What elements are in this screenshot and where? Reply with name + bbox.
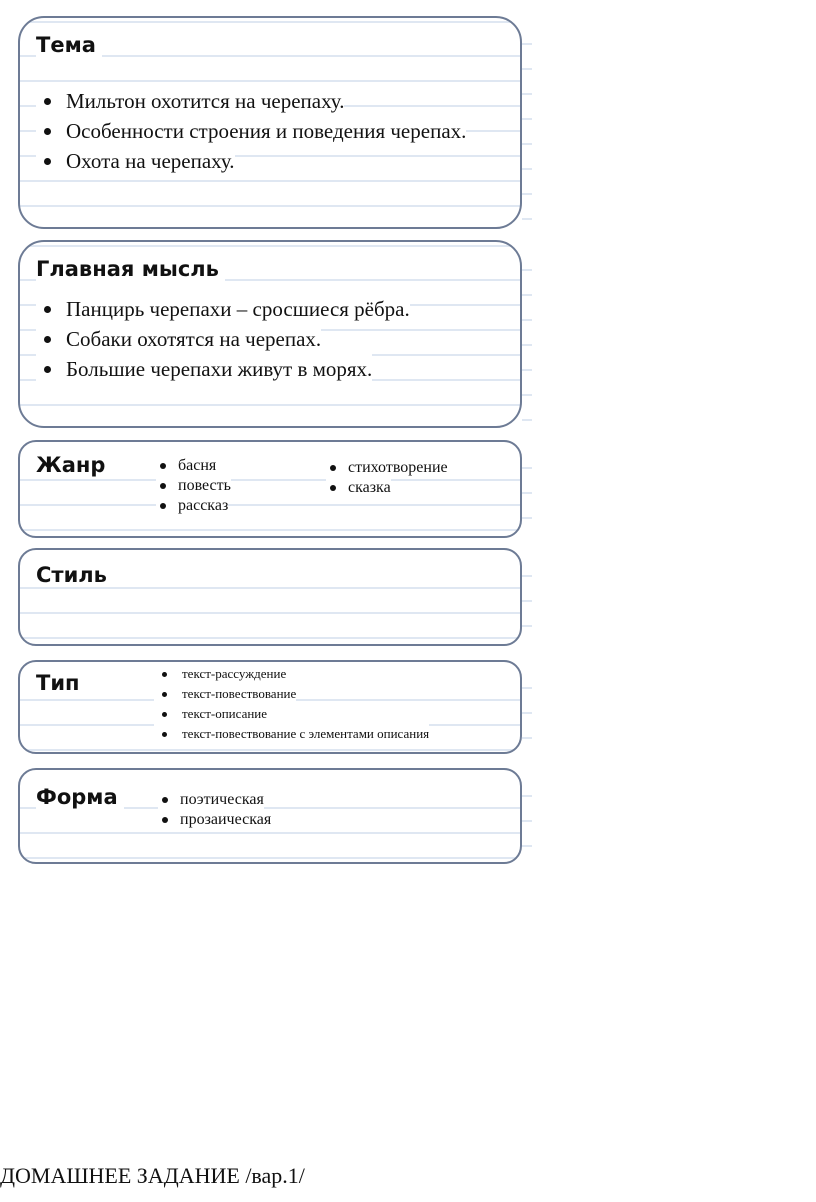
list-item: Мильтон охотится на черепаху. — [36, 86, 344, 116]
genre-card — [18, 440, 522, 538]
list-item: поэтическая — [158, 790, 264, 810]
tema-card — [18, 16, 522, 229]
main-idea-card — [18, 240, 522, 428]
list-item: стихотворение — [326, 458, 448, 478]
type-card — [18, 660, 522, 754]
form-title: Форма — [36, 786, 124, 809]
list-item: сказка — [326, 478, 391, 498]
list-item: Собаки охотятся на черепах. — [36, 324, 321, 354]
list-item: Панцирь черепахи – сросшиеся рёбра. — [36, 294, 410, 324]
list-item: Большие черепахи живут в морях. — [36, 354, 372, 384]
homework-heading: ДОМАШНЕЕ ЗАДАНИЕ /вар.1/ — [0, 1163, 305, 1188]
list-item: текст-рассуждение — [154, 664, 286, 684]
type-list — [154, 664, 429, 744]
type-title: Тип — [36, 672, 86, 695]
genre-title: Жанр — [36, 454, 111, 477]
list-item: рассказ — [156, 496, 228, 516]
genre-list-left — [156, 456, 231, 516]
tema-list — [36, 86, 466, 176]
list-item: басня — [156, 456, 216, 476]
main-idea-list — [36, 294, 410, 384]
list-item: прозаическая — [158, 810, 271, 830]
tema-title: Тема — [36, 34, 102, 57]
list-item: Охота на черепаху. — [36, 146, 235, 176]
genre-list-right — [326, 458, 448, 498]
list-item: текст-описание — [154, 704, 267, 724]
list-item: текст-повествование — [154, 684, 296, 704]
list-item: повесть — [156, 476, 231, 496]
list-item: текст-повествование с элементами описания — [154, 724, 429, 744]
form-card — [18, 768, 522, 864]
style-card — [18, 548, 522, 646]
style-title: Стиль — [36, 564, 113, 587]
form-list — [158, 790, 271, 830]
list-item: Особенности строения и поведения черепах. — [36, 116, 466, 146]
main-idea-title: Главная мысль — [36, 258, 225, 281]
